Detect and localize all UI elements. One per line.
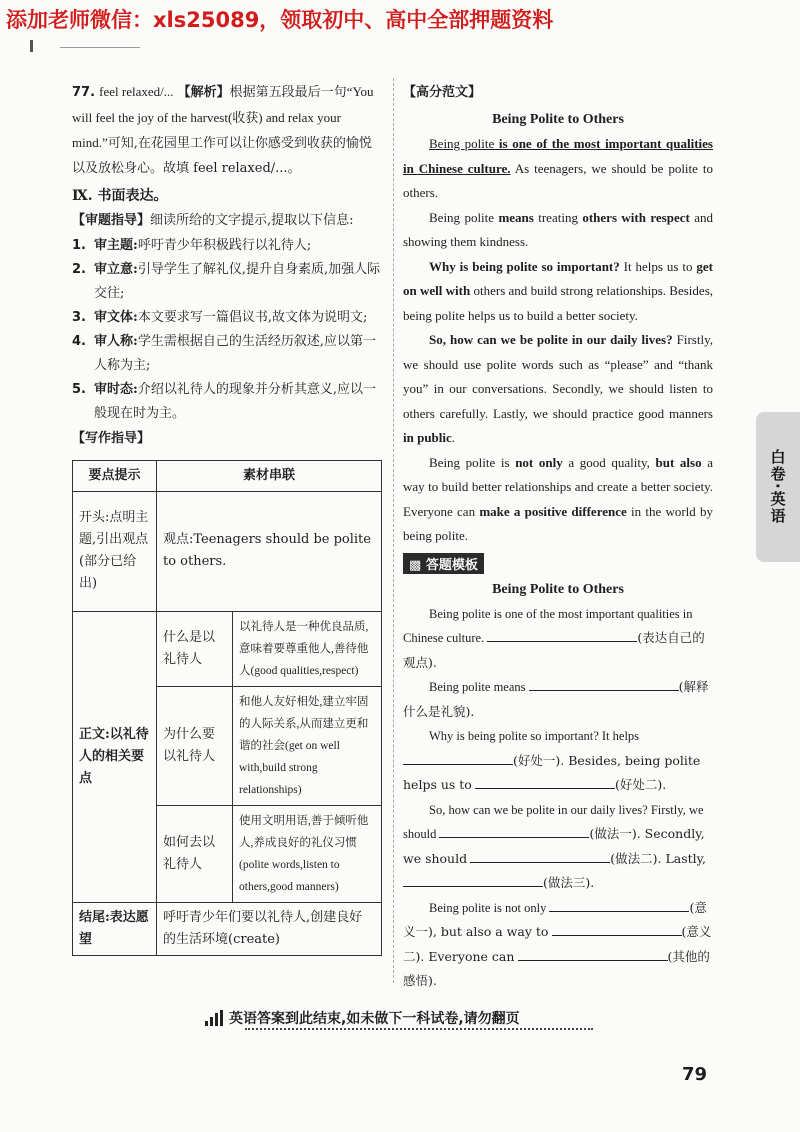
answer-text: feel relaxed/... — [99, 84, 174, 99]
side-tab: 白卷·英语 — [756, 412, 800, 562]
blank-line — [487, 628, 637, 642]
page-number: 79 — [682, 1064, 708, 1085]
writing-guide-table — [72, 460, 382, 956]
model-essay — [403, 132, 713, 549]
template-line: Being polite is one of the most important qualities in Chinese culture. (表达自己的观点). — [403, 606, 705, 670]
template-line: So, how can we be polite in our daily lives? Firstly, we should (做法一). Secondly, we should (做法二). Lastly, (做法三). — [403, 802, 707, 890]
question-77 — [72, 80, 384, 181]
essay-paragraph: Being polite is not only a good quality, but also a way to build better relationships and create a better society. Everyone can make a positive difference in the world by being polite. — [403, 454, 714, 543]
body-answer: 使用文明用语,善于倾听他人,养成良好的礼仪习惯(polite words,listen to others,good manners) — [233, 805, 382, 902]
left-column — [72, 80, 384, 956]
blank-line — [475, 775, 615, 789]
body-key: 正文:以礼待人的相关要点 — [73, 611, 157, 902]
blank-line — [549, 898, 689, 912]
promo-banner: 添加老师微信：xls25089，领取初中、高中全部押题资料 — [6, 8, 554, 32]
essay-paragraph: Being polite is one of the most important qualities in Chinese culture. As teenagers, we should be polite to others. — [403, 136, 713, 200]
dotted-rule — [245, 1028, 593, 1030]
body-question: 什么是以礼待人 — [157, 611, 233, 686]
table-header: 素材串联 — [157, 460, 382, 491]
review-guide — [72, 209, 384, 234]
ending-key: 结尾:表达愿望 — [73, 902, 157, 955]
analysis-quote: “You will feel the joy of the harvest(收获) and relax your mind.” — [72, 84, 374, 150]
table-header: 要点提示 — [73, 460, 157, 491]
review-intro: 细读所给的文字提示,提取以下信息: — [150, 213, 354, 228]
column-divider — [393, 78, 394, 983]
body-answer: 以礼待人是一种优良品质,意味着要尊重他人,善待他人(good qualities,respect) — [233, 611, 382, 686]
body-question: 为什么要以礼待人 — [157, 686, 233, 805]
opening-content: 观点:Teenagers should be polite to others. — [157, 491, 382, 611]
template-line: Being polite means (解释什么是礼貌). — [403, 679, 709, 719]
book-icon: ▩ — [409, 557, 422, 573]
model-label: 【高分范文】 — [403, 85, 482, 100]
blank-line — [518, 947, 668, 961]
blank-line — [439, 824, 589, 838]
review-item: 1. 审主题:呼吁青少年积极践行以礼待人; — [72, 237, 312, 253]
top-mark — [30, 40, 33, 52]
essay-paragraph: So, how can we be polite in our daily lives? Firstly, we should use polite words such as “please” and “thank you” in our conversations. Secondly, we should listen to others carefully. Lastly, we should practice good manners in public. — [403, 332, 713, 445]
review-item: 3. 审文体:本文要求写一篇倡议书,故文体为说明文; — [72, 309, 368, 325]
essay-paragraph: Why is being polite so important? It helps us to get on well with others and build strong relationships. Besides, being polite helps us to build a better society. — [403, 258, 713, 323]
ending-content: 呼吁青少年们要以礼待人,创建良好的生活环境(create) — [157, 902, 382, 955]
template-title: Being Polite to Others — [492, 581, 624, 597]
analysis-text-1: 根据第五段最后一句 — [229, 85, 347, 100]
review-item: 5. 审时态:介绍以礼待人的现象并分析其意义,应以一般现在时为主。 — [72, 381, 376, 421]
blank-line — [552, 922, 682, 936]
body-answer: 和他人友好相处,建立牢固的人际关系,从而建立更和谐的社会(get on well with,build strong relationships) — [233, 686, 382, 805]
answer-template — [403, 602, 713, 994]
question-number: 77. — [72, 85, 96, 100]
template-line: Being polite is not only (意义一), but also a way to (意义二). Everyone can (其他的感悟). — [403, 899, 712, 988]
blank-line — [529, 677, 679, 691]
essay-paragraph: Being polite means treating others with respect and showing them kindness. — [403, 209, 713, 249]
footer-note: 英语答案到此结束,如未做下一科试卷,请勿翻页 — [205, 1008, 595, 1028]
writing-guide-label: 【写作指导】 — [72, 430, 151, 446]
review-item: 2. 审立意:引导学生了解礼仪,提升自身素质,加强人际交往; — [72, 261, 381, 301]
review-item: 4. 审人称:学生需根据自己的生活经历叙述,应以第一人称为主; — [72, 333, 376, 373]
opening-key: 开头:点明主题,引出观点(部分已给出) — [73, 491, 157, 611]
blank-line — [403, 873, 543, 887]
blank-line — [403, 751, 513, 765]
section-title: Ⅸ. 书面表达。 — [72, 188, 168, 204]
right-column — [403, 80, 713, 994]
review-label: 【审题指导】 — [72, 213, 151, 228]
template-line: Why is being polite so important? It helps (好处一). Besides, being polite helps us to (好处二). — [403, 729, 701, 792]
signal-bars-icon — [205, 1010, 223, 1026]
template-label: ▩ 答题模板 — [403, 553, 484, 574]
body-question: 如何去以礼待人 — [157, 805, 233, 902]
top-rule — [60, 47, 140, 48]
analysis-label: 【解析】 — [177, 85, 230, 100]
model-essay-title: Being Polite to Others — [492, 112, 624, 127]
blank-line — [470, 849, 610, 863]
analysis-text-2: 可知,在花园里工作可以让你感受到收获的愉悦以及放松身心。故填 feel relaxed/...。 — [72, 136, 372, 176]
